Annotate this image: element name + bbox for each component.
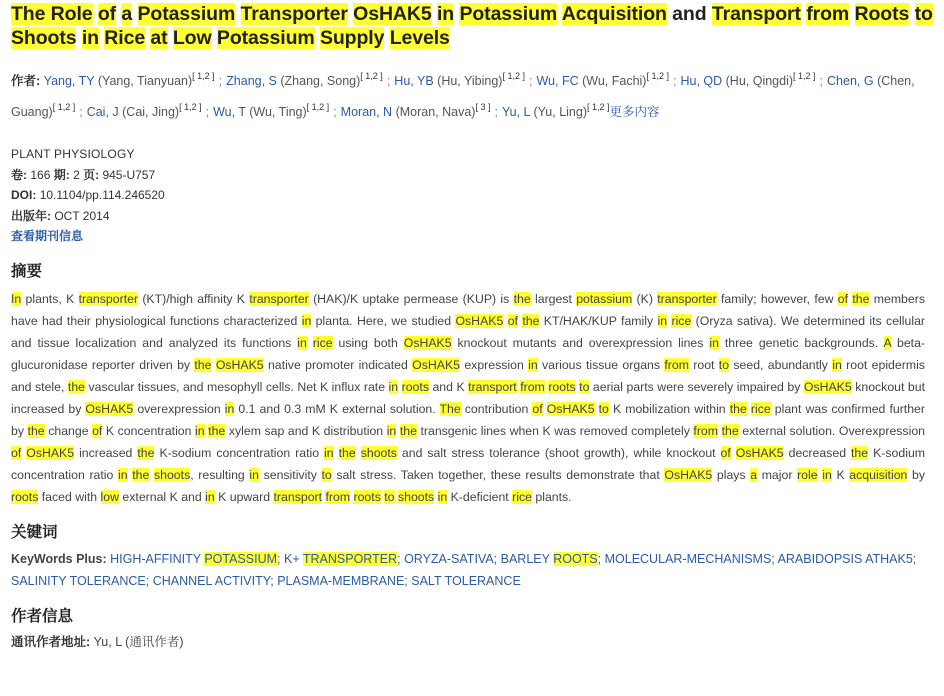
volume-issue-pages xyxy=(11,165,933,186)
abstract-highlight: transport xyxy=(468,379,517,394)
keyword-segment: PLASMA-MEMBRANE xyxy=(277,573,405,588)
abstract-segment: K upward xyxy=(214,489,274,504)
title-highlight: from xyxy=(806,3,850,25)
abstract-segment xyxy=(307,336,313,350)
abstract-highlight: to xyxy=(321,467,332,482)
keyword-highlight: POTASSIUM xyxy=(204,551,278,566)
author-affiliation: [ 1,2 ] xyxy=(360,71,383,81)
author-full-name: (Chen, Guang) xyxy=(11,74,915,120)
abstract-segment: family; however, few xyxy=(716,291,838,306)
title-highlight: Potassium xyxy=(459,3,558,25)
keyword-separator: ; xyxy=(397,551,405,566)
keyword-separator: ; xyxy=(912,551,917,566)
title-highlight: in xyxy=(436,3,455,25)
keyword-separator: ; xyxy=(270,573,278,588)
author-affiliation: [ 1,2 ] xyxy=(179,102,202,113)
keyword-separator: ; xyxy=(145,573,153,588)
keyword-separator: ; xyxy=(597,551,605,566)
title-highlight: Shoots xyxy=(11,27,77,49)
corresponding-value: Yu, L (通讯作者) xyxy=(93,634,184,649)
title-segment: and xyxy=(666,3,712,25)
abstract-highlight: in xyxy=(832,357,842,372)
author-separator: ; xyxy=(386,74,391,89)
pubyear-row xyxy=(11,206,933,227)
abstract-segment: , resulting xyxy=(190,467,250,482)
abstract-highlight: the xyxy=(338,445,356,460)
author-full-name: (Cai, Jing) xyxy=(122,105,180,120)
title-highlight: Transport xyxy=(711,3,801,25)
abstract-segment: overexpression xyxy=(133,401,225,416)
author-separator: ; xyxy=(218,74,223,89)
abstract-segment: increased xyxy=(74,445,138,460)
abstract-segment: xylem sap and K distribution xyxy=(225,423,387,438)
abstract-segment: knockout mutants and overexpression lines xyxy=(451,335,710,350)
pages-label: 页: xyxy=(83,167,100,182)
abstract-highlight: OsHAK5 xyxy=(412,357,461,372)
abstract-highlight: in xyxy=(386,423,397,438)
title-highlight: Rice xyxy=(104,27,146,49)
author-link[interactable]: Wu, T xyxy=(213,105,246,120)
article-title xyxy=(11,2,933,50)
abstract-highlight: of xyxy=(507,313,518,328)
title-highlight: Supply xyxy=(319,27,385,49)
show-more-authors-link[interactable]: 更多内容 xyxy=(609,105,660,120)
abstract-segment: aerial parts were severely impaired by xyxy=(589,379,804,394)
authors-block xyxy=(11,64,933,126)
title-segment xyxy=(384,27,389,49)
author-separator: ; xyxy=(819,74,824,89)
author-separator: ; xyxy=(494,105,498,120)
abstract-segment: and salt stress tolerance (shoot growth), while knockout xyxy=(396,445,721,460)
doi-row xyxy=(11,185,933,206)
corresponding-label: 通讯作者地址: xyxy=(11,634,91,649)
abstract-segment: (Oryza sativa). We determined its cellular and tissue localization and analyzed its functions xyxy=(11,313,926,350)
keyword-link[interactable] xyxy=(11,574,146,588)
author-link[interactable]: Moran, N xyxy=(340,105,393,120)
author-link[interactable]: Yang, TY xyxy=(43,74,95,89)
abstract-segment: beta-glucuronidase reporter driven by xyxy=(11,335,926,372)
abstract-segment: using both xyxy=(332,335,404,350)
journal-block xyxy=(11,144,933,247)
abstract-highlight: in xyxy=(205,489,215,504)
keyword-segment: ORYZA-SATIVA xyxy=(404,551,494,566)
title-highlight: a xyxy=(121,3,133,25)
abstract-highlight: in xyxy=(528,357,538,372)
title-highlight: The Role xyxy=(11,3,93,25)
abstract-segment xyxy=(334,446,339,460)
keyword-highlight: ROOTS xyxy=(553,551,598,566)
abstract-highlight: in xyxy=(388,379,399,394)
abstract-highlight: of xyxy=(837,291,849,306)
keyword-link[interactable] xyxy=(110,552,277,566)
abstract-highlight: roots xyxy=(353,489,381,504)
abstract-segment: faced with xyxy=(38,489,101,504)
author-affiliation: [ 1,2 ] xyxy=(502,71,525,81)
abstract-segment: external solution. Overexpression xyxy=(738,423,925,438)
abstract-segment: and K xyxy=(428,379,469,394)
keyword-segment: ARABIDOPSIS ATHAK5 xyxy=(777,551,913,566)
abstract-segment: planta. Here, we studied xyxy=(311,313,456,328)
abstract-segment: major xyxy=(757,467,798,482)
pubyear-value: OCT 2014 xyxy=(54,208,110,223)
author-full-name: (Yang, Tianyuan) xyxy=(97,74,193,89)
abstract-segment: (KT)/high affinity K xyxy=(138,291,250,306)
abstract-segment: plant was confirmed further by xyxy=(11,401,925,438)
author-full-name: (Zhang, Song) xyxy=(280,74,361,89)
abstract-segment: three genetic backgrounds. xyxy=(718,335,884,350)
abstract-segment: K-deficient xyxy=(447,489,513,504)
author-affiliation: [ 1,2 ] xyxy=(793,71,816,81)
abstract-highlight: in xyxy=(324,445,334,460)
abstract-highlight: rice xyxy=(312,335,333,350)
abstract-highlight: transporter xyxy=(657,291,717,306)
abstract-highlight: the xyxy=(721,423,739,438)
author-affiliation: [ 1,2 ] xyxy=(587,102,610,113)
abstract-highlight: the xyxy=(522,313,540,328)
title-highlight: OsHAK5 xyxy=(353,3,432,25)
abstract-highlight: rice xyxy=(512,489,532,504)
abstract-highlight: In xyxy=(11,291,22,306)
abstract-highlight: the xyxy=(194,357,212,372)
abstract-highlight: the xyxy=(729,401,747,416)
keyword-segment: HIGH-AFFINITY xyxy=(110,551,205,566)
abstract-segment: (HAK)/K uptake permease (KUP) is xyxy=(308,291,514,306)
abstract-highlight: A xyxy=(883,335,892,350)
abstract-highlight: the xyxy=(852,291,870,306)
author-affiliation: [ 1,2 ] xyxy=(52,102,76,113)
doi-label: DOI: xyxy=(11,188,37,203)
author-full-name: (Hu, Yibing) xyxy=(437,74,503,89)
abstract-segment: root xyxy=(688,357,719,372)
keywords-heading: 关键词 xyxy=(11,523,58,541)
title-segment xyxy=(849,3,854,25)
pages-value: 945-U757 xyxy=(102,167,156,182)
abstract-highlight: the xyxy=(399,423,417,438)
abstract-segment: by xyxy=(907,467,926,482)
abstract-segment: contribution xyxy=(460,401,533,416)
authors-label: 作者: xyxy=(11,74,41,89)
keyword-link[interactable] xyxy=(501,552,598,566)
abstract-segment: salt stress. Taken together, these results demonstrate that xyxy=(331,467,665,482)
abstract-segment: plays xyxy=(712,467,751,482)
keyword-link[interactable] xyxy=(404,552,494,566)
abstract-highlight: in xyxy=(709,335,719,350)
abstract-highlight: OsHAK5 xyxy=(735,445,784,460)
abstract-segment: transgenic lines when K was removed completely xyxy=(416,423,694,438)
author-link[interactable]: Hu, YB xyxy=(394,74,434,89)
abstract-highlight: the xyxy=(513,291,531,306)
abstract-highlight: OsHAK5 xyxy=(403,335,452,350)
abstract-highlight: to xyxy=(718,357,730,372)
abstract-segment: various tissue organs xyxy=(537,357,665,372)
keyword-highlight: TRANSPORTER xyxy=(302,551,398,566)
keyword-segment: MOLECULAR-MECHANISMS xyxy=(604,551,772,566)
abstract-highlight: in xyxy=(657,313,668,328)
abstract-text xyxy=(11,288,933,508)
journal-name: PLANT PHYSIOLOGY xyxy=(11,147,135,162)
abstract-highlight: OsHAK5 xyxy=(26,445,75,460)
author-link[interactable]: Wu, FC xyxy=(536,74,579,89)
keyword-separator: ; xyxy=(404,573,412,588)
author-link[interactable]: Yu, L xyxy=(501,105,530,120)
author-link[interactable]: Zhang, S xyxy=(226,74,277,89)
author-separator: ; xyxy=(672,74,677,89)
keyword-link[interactable] xyxy=(411,574,521,588)
title-segment xyxy=(76,27,81,49)
keyword-segment: SALINITY TOLERANCE xyxy=(11,573,146,588)
title-highlight: to xyxy=(914,3,933,25)
abstract-highlight: the xyxy=(67,379,86,394)
abstract-segment: seed, abundantly xyxy=(729,357,833,372)
abstract-segment: K xyxy=(831,467,850,482)
abstract-highlight: the xyxy=(137,445,155,460)
abstract-highlight: role xyxy=(797,467,818,482)
abstract-highlight: acquisition xyxy=(849,467,908,482)
corresponding-author-row xyxy=(11,631,933,653)
keyword-segment: SALT TOLERANCE xyxy=(411,573,521,588)
abstract-highlight: roots xyxy=(11,489,39,504)
abstract-highlight: OsHAK5 xyxy=(455,313,504,328)
keyword-separator: ; xyxy=(771,551,778,566)
abstract-segment: K-sodium concentration ratio xyxy=(11,445,926,482)
abstract-segment xyxy=(356,446,361,460)
keyword-link[interactable] xyxy=(277,574,404,588)
abstract-highlight: of xyxy=(11,445,22,460)
keywords-label: KeyWords Plus: xyxy=(11,551,107,566)
author-separator: ; xyxy=(333,105,337,120)
abstract-highlight: to xyxy=(598,401,609,416)
title-highlight: Transporter xyxy=(240,3,348,25)
abstract-highlight: OsHAK5 xyxy=(85,401,134,416)
abstract-segment xyxy=(350,490,353,504)
author-separator: ; xyxy=(528,74,533,89)
abstract-highlight: the xyxy=(208,423,226,438)
abstract-segment: knockout but increased by xyxy=(11,379,926,416)
abstract-segment: change xyxy=(44,423,93,438)
abstract-highlight: the xyxy=(851,445,869,460)
title-highlight: Levels xyxy=(389,27,450,49)
title-highlight: at xyxy=(150,27,168,49)
abstract-highlight: of xyxy=(720,445,731,460)
abstract-highlight: rice xyxy=(750,401,771,416)
author-link[interactable]: Chen, G xyxy=(827,74,874,89)
author-info-heading: 作者信息 xyxy=(11,607,74,625)
abstract-segment: expression xyxy=(460,357,529,372)
author-full-name: (Wu, Ting) xyxy=(249,105,307,120)
abstract-highlight: from xyxy=(693,423,719,438)
author-separator: ; xyxy=(79,105,83,120)
keyword-link[interactable] xyxy=(605,552,772,566)
keyword-segment: BARLEY xyxy=(500,551,554,566)
abstract-highlight: in xyxy=(118,467,128,482)
abstract-segment: plants. xyxy=(531,489,572,504)
author-affiliation: [ 1,2 ] xyxy=(192,71,215,81)
author-full-name: (Moran, Nava) xyxy=(395,105,476,120)
abstract-highlight: the xyxy=(132,467,150,482)
abstract-highlight: in xyxy=(249,467,259,482)
abstract-segment: vascular tissues, and mesophyll cells. Net K influx rate xyxy=(85,379,389,394)
abstract-highlight: of xyxy=(92,423,103,438)
abstract-highlight: transporter xyxy=(249,291,309,306)
abstract-highlight: transporter xyxy=(78,291,139,306)
abstract-highlight: in xyxy=(437,489,448,504)
doi-value: 10.1104/pp.114.246520 xyxy=(39,188,165,203)
abstract-segment: external K and xyxy=(119,489,206,504)
keyword-segment: CHANNEL ACTIVITY xyxy=(152,573,271,588)
volume-label: 卷: xyxy=(11,167,27,182)
abstract-highlight: of xyxy=(532,401,543,416)
pubyear-label: 出版年: xyxy=(11,208,51,223)
abstract-highlight: OsHAK5 xyxy=(215,357,264,372)
author-full-name: (Yu, Ling) xyxy=(533,105,587,120)
keyword-segment: K+ xyxy=(283,551,303,566)
abstract-highlight: the xyxy=(27,423,45,438)
abstract-highlight: OsHAK5 xyxy=(664,467,713,482)
abstract-highlight: from xyxy=(520,379,545,394)
abstract-highlight: roots xyxy=(401,379,429,394)
abstract-highlight: shoots xyxy=(360,445,397,460)
title-highlight: Potassium xyxy=(216,27,315,49)
keyword-link[interactable] xyxy=(284,552,397,566)
abstract-segment: sensitivity xyxy=(258,467,322,482)
abstract-highlight: shoots xyxy=(397,489,435,504)
abstract-highlight: The xyxy=(439,401,461,416)
keyword-link[interactable] xyxy=(153,574,271,588)
journal-info-link[interactable]: 查看期刊信息 xyxy=(11,229,84,244)
abstract-segment: K-sodium concentration ratio xyxy=(154,445,325,460)
title-highlight: Potassium xyxy=(137,3,236,25)
abstract-segment: largest xyxy=(530,291,577,306)
abstract-highlight: in xyxy=(224,401,235,416)
issue-label: 期: xyxy=(53,167,70,182)
abstract-highlight: shoots xyxy=(153,467,191,482)
abstract-segment: members have had their physiological functions characterized xyxy=(11,291,925,328)
title-segment xyxy=(235,3,240,25)
abstract-segment: K mobilization within xyxy=(608,401,730,416)
abstract-segment: 0.1 and 0.3 mM K external solution. xyxy=(234,401,440,416)
issue-value: 2 xyxy=(73,167,80,182)
author-affiliation: [ 3 ] xyxy=(475,102,491,113)
abstract-highlight: to xyxy=(579,379,590,394)
title-highlight: in xyxy=(81,27,99,49)
abstract-segment: plants, K xyxy=(21,291,79,306)
abstract-highlight: in xyxy=(301,313,312,328)
author-separator: ; xyxy=(205,105,210,120)
keyword-separator: ; xyxy=(277,551,284,566)
abstract-highlight: transport xyxy=(273,489,323,504)
abstract-highlight: OsHAK5 xyxy=(803,379,852,394)
title-highlight: Low xyxy=(172,27,212,49)
abstract-highlight: from xyxy=(325,489,351,504)
keywords-block xyxy=(11,548,933,592)
title-highlight: of xyxy=(97,3,117,25)
author-link[interactable]: Cai, J xyxy=(86,105,119,120)
abstract-segment: decreased xyxy=(783,445,852,460)
abstract-highlight: a xyxy=(750,467,758,482)
abstract-highlight: roots xyxy=(548,379,576,394)
keyword-link[interactable] xyxy=(778,552,913,566)
abstract-highlight: in xyxy=(195,423,205,438)
author-affiliation: [ 1,2 ] xyxy=(646,71,669,81)
title-segment xyxy=(132,3,137,25)
volume-value: 166 xyxy=(30,167,51,182)
abstract-highlight: low xyxy=(100,489,119,504)
title-highlight: Acquisition xyxy=(561,3,667,25)
author-link[interactable]: Hu, QD xyxy=(680,74,723,89)
abstract-heading: 摘要 xyxy=(11,262,43,280)
keyword-separator: ; xyxy=(493,551,501,566)
abstract-highlight: potassium xyxy=(576,291,633,306)
abstract-highlight: in xyxy=(297,335,307,350)
title-highlight: Roots xyxy=(854,3,910,25)
abstract-highlight: in xyxy=(822,467,832,482)
title-segment xyxy=(909,3,914,25)
abstract-segment: native promoter indicated xyxy=(263,357,413,372)
abstract-highlight: from xyxy=(664,357,689,372)
abstract-segment: (K) xyxy=(632,291,658,306)
abstract-segment: root epidermis and stele, xyxy=(11,357,925,394)
abstract-highlight: OsHAK5 xyxy=(546,401,595,416)
author-affiliation: [ 1,2 ] xyxy=(306,102,330,113)
abstract-segment: KT/HAK/KUP family xyxy=(539,313,658,328)
abstract-segment: K concentration xyxy=(102,423,196,438)
abstract-highlight: to xyxy=(384,489,395,504)
author-full-name: (Wu, Fachi) xyxy=(582,74,647,89)
abstract-highlight: rice xyxy=(671,313,692,328)
author-full-name: (Hu, Qingdi) xyxy=(725,74,794,89)
